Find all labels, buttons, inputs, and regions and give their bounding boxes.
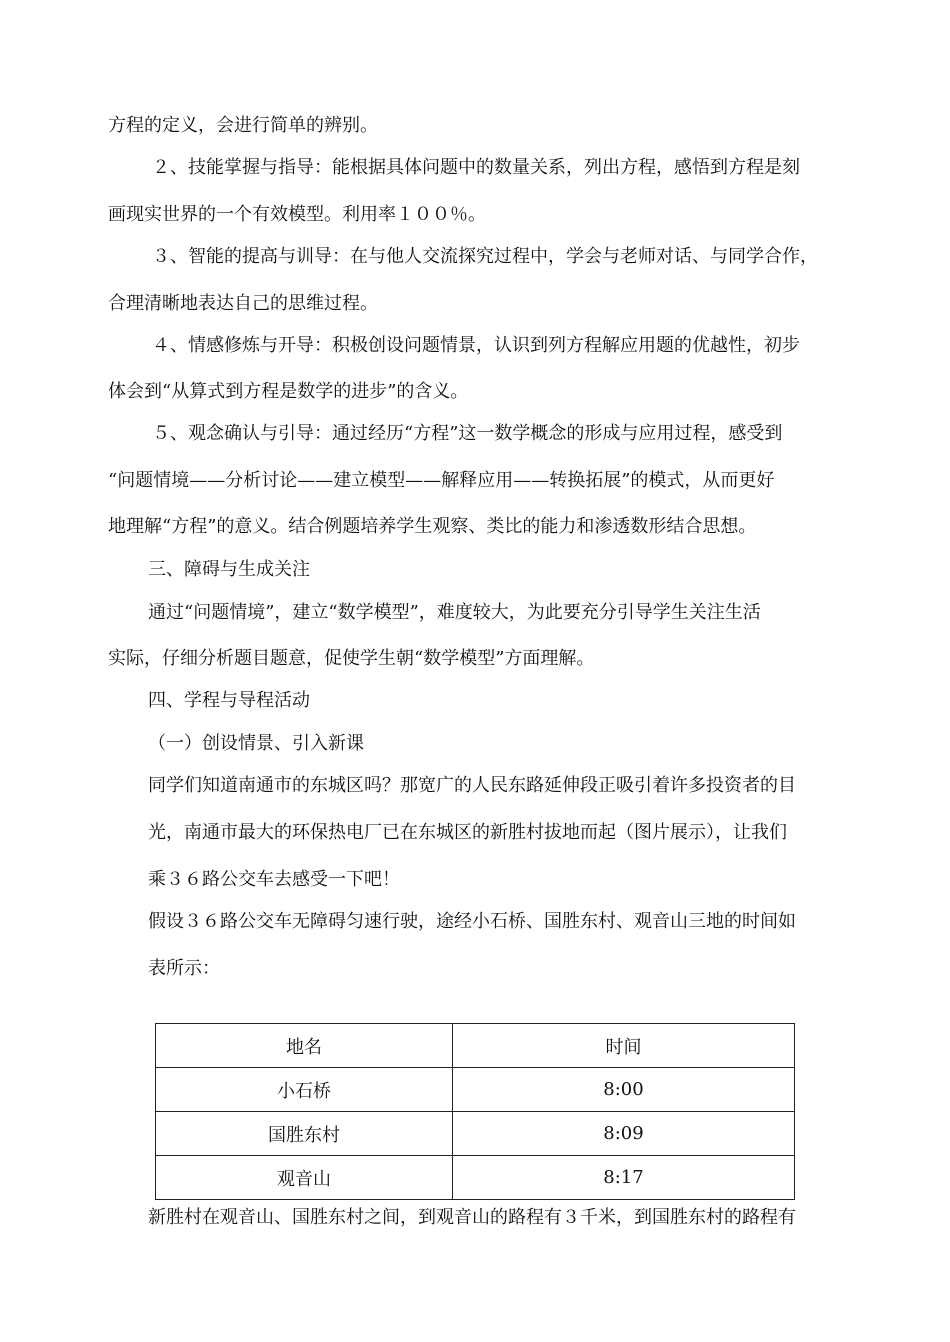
header-place: 地名	[156, 1024, 453, 1068]
objective-5-continued-2: 地理解“方程”的意义。结合例题培养学生观察、类比的能力和渗透数形结合思想。	[108, 516, 757, 537]
objective-3-continued: 合理清晰地表达自己的思维过程。	[108, 293, 378, 314]
objective-5-continued: “问题情境——分析讨论——建立模型——解释应用——转换拓展”的模式，从而更好	[108, 470, 775, 491]
objective-2-continued: 画现实世界的一个有效模型。利用率１００％。	[108, 204, 486, 225]
assumption-paragraph-continued: 表所示：	[148, 958, 220, 979]
cell-time: 8:00	[453, 1068, 795, 1112]
objective-4-continued: 体会到“从算式到方程是数学的进步”的含义。	[108, 381, 469, 402]
table-row	[156, 1156, 795, 1200]
section-heading-4: 四、学程与导程活动	[148, 690, 310, 711]
table-row	[156, 1068, 795, 1112]
intro-paragraph-continued: 光，南通市最大的环保热电厂已在东城区的新胜村拔地而起（图片展示），让我们	[148, 822, 787, 843]
cell-place: 观音山	[156, 1156, 453, 1200]
problem-paragraph: 新胜村在观音山、国胜东村之间，到观音山的路程有３千米，到国胜东村的路程有	[148, 1207, 796, 1228]
header-time: 时间	[453, 1024, 795, 1068]
objective-2-line: ２、技能掌握与指导：能根据具体问题中的数量关系，列出方程，感悟到方程是刻	[152, 157, 800, 178]
objective-4-line: ４、情感修炼与开导：积极创设问题情景，认识到列方程解应用题的优越性，初步	[152, 335, 800, 356]
table-row	[156, 1112, 795, 1156]
obstacle-paragraph: 通过“问题情境”，建立“数学模型”，难度较大，为此要充分引导学生关注生活	[148, 602, 761, 623]
section-heading-3: 三、障碍与生成关注	[148, 559, 310, 580]
intro-paragraph-continued-2: 乘３６路公交车去感受一下吧！	[148, 869, 400, 890]
objective-5-line: ５、观念确认与引导：通过经历“方程”这一数学概念的形成与应用过程，感受到	[152, 423, 783, 444]
cell-time: 8:09	[453, 1112, 795, 1156]
table-header-row	[156, 1024, 795, 1068]
cell-place: 国胜东村	[156, 1112, 453, 1156]
bus-schedule-table	[155, 1023, 795, 1200]
cell-time: 8:17	[453, 1156, 795, 1200]
subsection-heading-1: （一）创设情景、引入新课	[148, 733, 364, 754]
obstacle-paragraph-continued: 实际，仔细分析题目题意，促使学生朝“数学模型”方面理解。	[108, 648, 595, 669]
assumption-paragraph: 假设３６路公交车无障碍匀速行驶，途经小石桥、国胜东村、观音山三地的时间如	[148, 911, 796, 932]
cell-place: 小石桥	[156, 1068, 453, 1112]
intro-paragraph: 同学们知道南通市的东城区吗？那宽广的人民东路延伸段正吸引着许多投资者的目	[148, 775, 796, 796]
paragraph-line: 方程的定义，会进行简单的辨别。	[108, 115, 378, 136]
objective-3-line: ３、智能的提高与训导：在与他人交流探究过程中，学会与老师对话、与同学合作，	[152, 246, 818, 267]
